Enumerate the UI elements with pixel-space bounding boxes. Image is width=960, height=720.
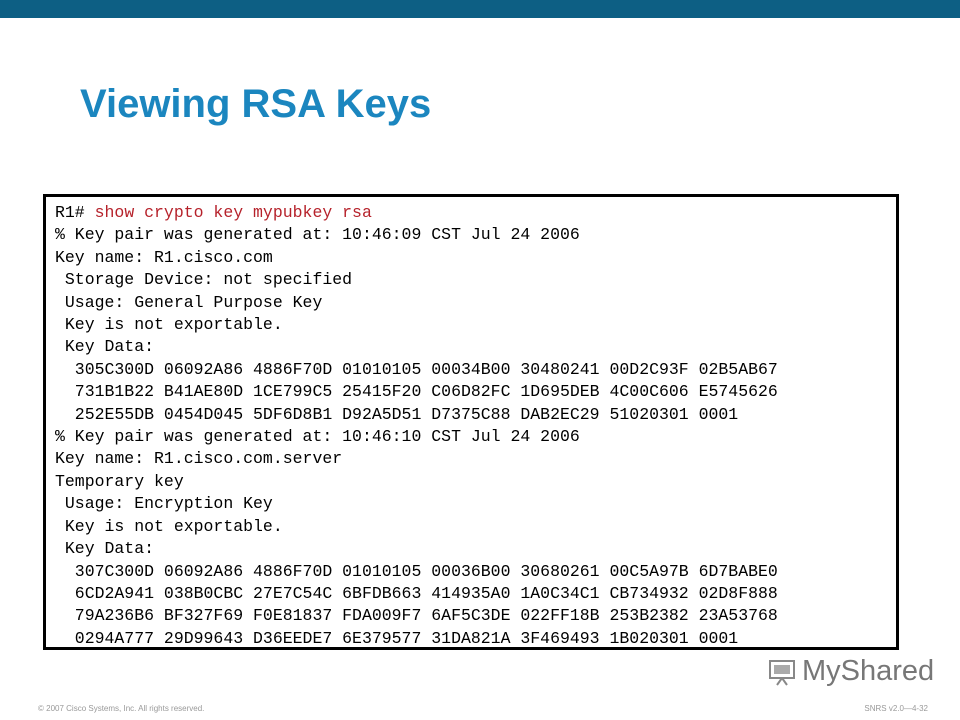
slide-title: Viewing RSA Keys [80,82,432,126]
terminal-output [43,194,899,650]
footer-course: SNRS v2.0—4-32 [864,704,928,713]
output-line: Key Data: [55,337,155,357]
key-data-line: 0294A777 29D99643 D36EEDE7 6E379577 31DA821A 3F469493 1B020301 0001 [55,628,739,648]
top-bar [0,0,960,18]
watermark-text: MyShared [802,655,935,687]
output-line: Key name: R1.cisco.com.server [55,449,343,469]
output-line: Key is not exportable. [55,516,283,536]
output-line: Key name: R1.cisco.com [55,247,273,267]
watermark [768,655,934,688]
output-line: Usage: Encryption Key [55,494,273,514]
key-data-line: 252E55DB 0454D045 5DF6D8B1 D92A5D51 D7375C88 DAB2EC29 51020301 0001 [55,404,739,424]
output-line: Key Data: [55,539,155,559]
output-line: % Key pair was generated at: 10:46:09 CST Jul 24 2006 [55,225,580,245]
output-line: % Key pair was generated at: 10:46:10 CST Jul 24 2006 [55,427,580,447]
key-data-line: 305C300D 06092A86 4886F70D 01010105 00034B00 30480241 00D2C93F 02B5AB67 [55,359,778,379]
key-data-line: 79A236B6 BF327F69 F0E81837 FDA009F7 6AF5C3DE 022FF18B 253B2382 23A53768 [55,606,778,626]
prompt: R1# [55,203,95,222]
key-data-line: 307C300D 06092A86 4886F70D 01010105 00036B00 30680261 00C5A97B 6D7BABE0 [55,561,778,581]
footer-copyright: © 2007 Cisco Systems, Inc. All rights reserved. [38,704,205,713]
command-line [55,202,896,224]
presentation-icon [768,658,796,686]
command-text: show crypto key mypubkey rsa [94,203,372,222]
output-line: Usage: General Purpose Key [55,292,323,312]
key-data-line: 6CD2A941 038B0CBC 27E7C54C 6BFDB663 414935A0 1A0C34C1 CB734932 02D8F888 [55,583,778,603]
output-line: Temporary key [55,471,184,491]
key-data-line: 731B1B22 B41AE80D 1CE799C5 25415F20 C06D82FC 1D695DEB 4C00C606 E5745626 [55,382,778,402]
output-line: Storage Device: not specified [55,270,353,290]
output-line: Key is not exportable. [55,315,283,335]
